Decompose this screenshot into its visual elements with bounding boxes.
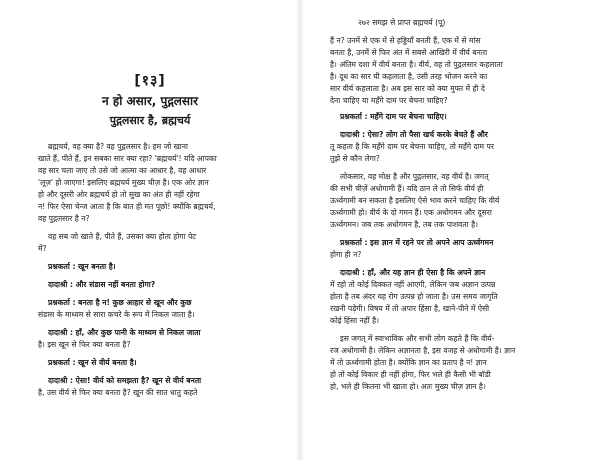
text-line: की सभी चीज़ें अधोगामी हैं। यदि ठान ले तो सिर्फ वीर्य ही: [330, 184, 484, 193]
dialogue-line: प्रश्नकर्ता : इस ज्ञान में रहने पर तो अपने आप ऊर्ध्वगमन: [340, 238, 494, 247]
text-line: में तो ऊर्ध्वगामी होता है। क्योंकि ज्ञान का प्रताप है न! ज्ञान: [330, 358, 487, 367]
text-line: रखनी पड़ेगी। विषय में तो अपार हिंसा है, खाने-पीने में ऐसी: [330, 304, 490, 313]
running-header: २७२ समझ से प्राप्त ब्रह्मचर्य (पू): [358, 18, 446, 27]
text-line: देना चाहिए या महँगे दाम पर बेचना चाहिए?: [330, 96, 448, 105]
text-line: संडास के माध्यम से सारा कचरे के रूप में निकल जाता है।: [38, 310, 195, 319]
text-line: सार वीर्य कहलाता है। अब इस सार को क्या मुफ्त में ही दे: [330, 84, 485, 93]
dialogue-line: दादाश्री : हाँ, और कुछ पानी के माध्यम से निकल जाता: [48, 328, 201, 337]
text-line: 'लूज़' हो जाएगा! इसलिए ब्रह्मचर्य मुख्य चीज़ है। एक ओर ज्ञान: [38, 178, 209, 187]
text-line: ब्रह्मचर्य, वह क्या है? वह पुद्गलसार है। हम जो खाना: [48, 142, 188, 151]
text-line: बनता है, उनमें से फिर अंत में सबसे आखिरी में वीर्य बनता: [330, 48, 488, 57]
text-line: हो और दूसरी ओर ब्रह्मचर्य हो तो सुख का अंत ही नहीं रहेगा: [38, 190, 200, 199]
dialogue-line: दादाश्री : और संडास नहीं बनता होगा?: [48, 280, 156, 289]
text-line: तुझे से कौन लेगा?: [330, 154, 380, 163]
text-line: में रहो तो कोई दिक्कत नहीं आएगी, लेकिन जब अज्ञान उत्पन्न: [330, 280, 496, 289]
text-line: तू कहता है कि महँगे दाम पर बेचना चाहिए, तो महँगे दाम पर: [330, 142, 494, 151]
text-line: होता है तब अंदर यह रोग उत्पन्न हो जाता है। उस समय जागृति: [330, 292, 498, 301]
right-page: [300, 0, 600, 460]
text-line: वह सब जो खाते हैं, पीते हैं, उसका क्या होता होगा पेट: [48, 232, 197, 241]
text-line: रज अधोगामी है। लेकिन अज्ञानता है, इस वजह से अधोगामी है। ज्ञान: [330, 346, 516, 355]
text-line: है। इस खून से फिर क्या बनता है?: [38, 340, 131, 349]
text-line: होगा ही न?: [330, 250, 362, 259]
chapter-subtitle: पुद्गलसार है, ब्रह्मचर्य: [109, 114, 191, 127]
chapter-number: [१३]: [134, 73, 166, 89]
text-line: है। अंतिम दशा में वीर्य बनता है। वीर्य, वह तो पुद्गलसार कहलाता: [330, 60, 503, 69]
text-line: हो, भले ही कितना भी खाता हो। अतः मुख्य चीज़ ज्ञान है।: [330, 382, 486, 391]
text-line: है, उस वीर्य से फिर क्या बनता है? खून की सात धातु कहते: [38, 388, 198, 397]
text-line: वह सार चला जाए तो उसे जो आत्मा का आधार है, वह आधार: [38, 166, 207, 175]
text-line: ऊर्ध्वगमन। जब तक अधोगमन है, तब तक पाशवता है।: [330, 220, 478, 229]
text-line: इस जगत् में स्वाभाविक और सभी लोग कहते हैं कि वीर्य-: [340, 334, 495, 343]
text-line: वह पुद्गलसार है न?: [38, 214, 90, 223]
dialogue-line: दादाश्री : हाँ, और यह ज्ञान ही ऐसा है कि अपने ज्ञान: [340, 268, 486, 277]
dialogue-line: दादाश्री : ऐसा! वीर्य को समझता है? खून से वीर्य बनता: [48, 376, 202, 385]
text-line: लोकसार, वह मोक्ष है और पुद्गलसार, वह वीर्य है। जगत्: [340, 172, 489, 181]
dialogue-line: प्रश्नकर्ता : खून बनता है।: [48, 262, 116, 271]
dialogue-line: दादाश्री : ऐसा? लोग तो पैसा खर्च करके बेचते हैं और: [340, 130, 488, 139]
text-line: कोई हिंसा नहीं है।: [330, 316, 379, 325]
text-line: ऊर्ध्वगामी हो। वीर्य के दो गमन हैं। एक अधोगमन और दूसरा: [330, 208, 492, 217]
text-line: ऊर्ध्वगामी बन सकता है इसलिए ऐसे भाव करने चाहिए कि वीर्य: [330, 196, 500, 205]
text-line: खाते हैं, पीते हैं, इन सबका सार क्या रहा? 'ब्रह्मचर्य'! यदि आपका: [38, 154, 217, 163]
chapter-title: न हो असार, पुद्गलसार: [101, 94, 198, 108]
text-line: हो तो कोई विकार ही नहीं होगा, फिर भले ही कैसी भी बॉडी: [330, 370, 491, 379]
dialogue-line: प्रश्नकर्ता : बनता है न! कुछ आहार से खून और कुछ: [48, 298, 192, 307]
dialogue-line: प्रश्नकर्ता : महँगे दाम पर बेचना चाहिए।: [340, 112, 447, 121]
dialogue-line: प्रश्नकर्ता : खून से वीर्य बनता है।: [48, 358, 137, 367]
text-line: न! फिर ऐसा चेन्ज आता है कि बात ही मत पूछो! क्योंकि ब्रह्मचर्य,: [38, 202, 216, 211]
text-line: है। दूध का सार घी कहलाता है, उसी तरह भोजन करने का: [330, 72, 488, 81]
text-line: हैं न? उनमें से एक में से हड्डियाँ बनती हैं, एक में से मांस: [330, 36, 481, 45]
text-line: में?: [38, 244, 47, 253]
